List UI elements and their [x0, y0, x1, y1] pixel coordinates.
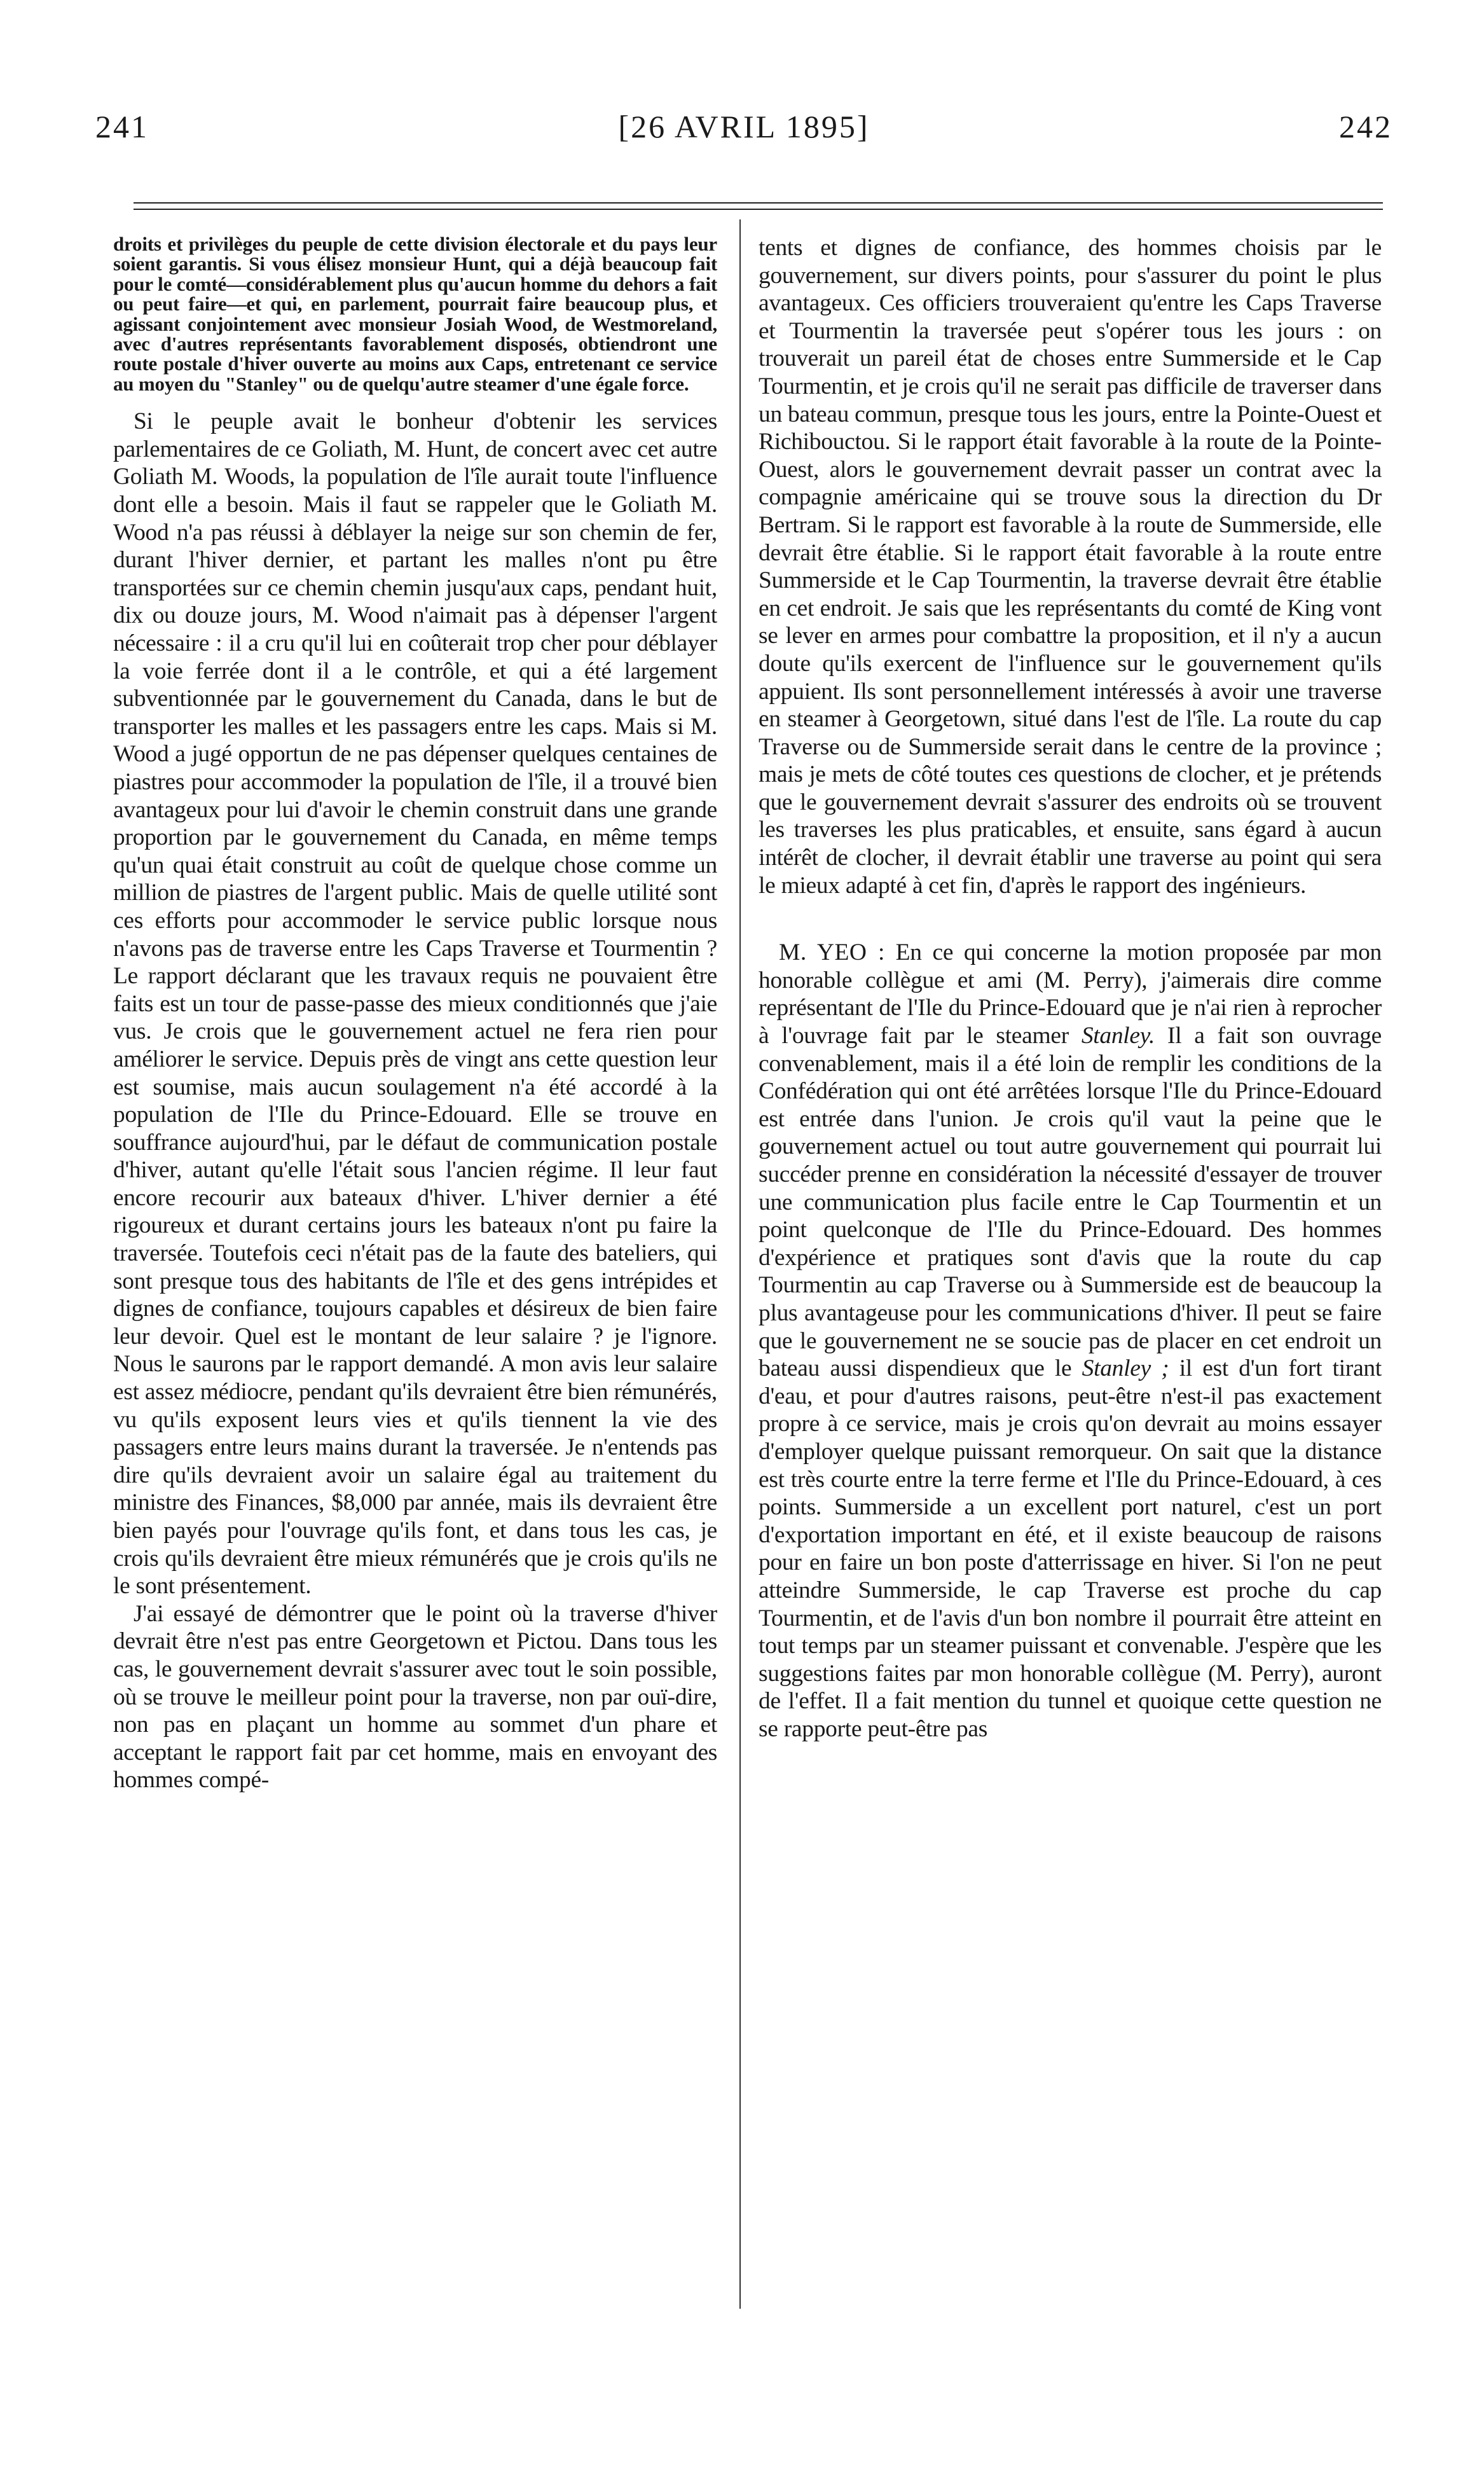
page-header: [95, 108, 1392, 165]
right-paragraph-1: tents et dignes de confiance, des hommes choisis par le gouvernement, sur divers points, pour s'assurer du point le plus avantageux. Ces officiers trouveraient qu'entre les Caps Traverse et Tourmentin la traversée peut s'opérer tous les jours : on trouverait un pareil état de choses entre Summerside et le Cap Tourmentin, et je crois qu'il ne serait pas difficile de traverser dans un bateau commun, presque tous les jours, entre la Pointe-Ouest et Richibouctou. Si le rapport était favorable à la route de la Pointe-Ouest, alors le gouvernement devrait passer un contrat avec la compagnie américaine qui se trouve sous la direction du Dr Bertram. Si le rapport est favorable à la route de Summerside, elle devrait être établie. Si le rapport était favorable à la route entre Summerside et le Cap Tourmentin, la traverse devrait être établie en cet endroit. Je sais que les représentants du comté de King vont se lever en armes pour combattre la proposition, et il n'y a aucun doute qu'ils exercent de l'influence sur le gouvernement qu'ils appuient. Ils sont personnellement intéressés à avoir une traverse en steamer à Georgetown, situé dans l'est de l'île. La route du cap Traverse ou de Summerside serait dans le centre de la province ; mais je mets de côté toutes ces questions de clocher, et je prétends que le gouvernement devrait s'assurer des endroits où se trouvent les traverses les plus praticables, et ensuite, sans égard à aucun intérêt de clocher, il devrait établir une traverse au point qui sera le mieux adapté à cet fin, d'après le rapport des ingénieurs.: [759, 235, 1382, 899]
left-page-number: 241: [95, 109, 149, 144]
speech-text-b: Il a fait son ouvrage convenablement, mais il a été loin de remplir les conditions de la Confédération qui ont été arrêtées lorsque l'Ile du Prince-Edouard est entrée dans l'union. Je crois qu'il vaut la peine que le gouvernement actuel ou tout autre gouvernement qui pourrait lui succéder prenne en considération la nécessité d'essayer de trouver une communication plus facile entre le Cap Tourmentin et un point quelconque de l'Ile du Prince-Edouard. Des hommes d'expérience et pratiques sont d'avis que la route du cap Tourmentin au cap Traverse ou à Summerside est de beaucoup la plus avantageuse pour les communications d'hiver. Il peut se faire que le gouvernement ne se soucie pas de placer en cet endroit un bateau aussi dispendieux que le: [759, 1023, 1382, 1382]
header-date: [26 AVRIL 1895]: [618, 109, 870, 144]
left-column: [113, 234, 717, 1794]
header-rule-top: [134, 202, 1383, 204]
left-paragraph-2: J'ai essayé de démontrer que le point où la traverse d'hiver devrait être n'est pas entre Georgetown et Pictou. Dans tous les cas, le gouvernement devrait s'assurer avec tout le soin possible, où se trouve le meilleur point pour la traverse, non par ouï-dire, non pas en plaçant un homme au sommet d'un phare et acceptant le rapport fait par cet homme, mais en envoyant des hommes compé-: [113, 1600, 717, 1794]
right-page-number: 242: [1339, 109, 1392, 144]
right-column: [759, 234, 1382, 1743]
yeo-speech: [759, 939, 1382, 1743]
ship-name: Stanley.: [1081, 1023, 1155, 1049]
speech-text-a: En ce qui concerne la motion proposée par mon honorable collègue et ami (M. Perry), j'aimerais dire comme représentant de l'Ile du Prince-Edouard que je n'ai rien à reprocher à l'ouvrage fait par le steamer: [759, 939, 1382, 1049]
speaker-name: M. YEO :: [779, 939, 885, 966]
header-rule-bottom: [134, 209, 1383, 210]
ship-name-2: Stanley ;: [1082, 1355, 1169, 1382]
quoted-paragraph: droits et privilèges du peuple de cette division électorale et du pays leur soient garantis. Si vous élisez monsieur Hunt, qui a déjà beaucoup fait pour le comté—considérablement plus qu'aucun homme du dehors a fait ou peut faire—et qui, en parlement, pourrait faire beaucoup plus, et agissant conjointement avec monsieur Josiah Wood, de Westmoreland, avec d'autres représentants favorablement disposés, obtiendront une route postale d'hiver ouverte au moins aux Caps, entretenant ce service au moyen du "Stanley" ou de quelqu'autre steamer d'une égale force.: [113, 233, 717, 395]
column-divider: [739, 219, 741, 2309]
left-paragraph-1: Si le peuple avait le bonheur d'obtenir les services parlementaires de ce Goliath, M. Hunt, de concert avec cet autre Goliath M. Woods, la population de l'île aurait toute l'influence dont elle a besoin. Mais il faut se rappeler que le Goliath M. Wood n'a pas réussi à déblayer la neige sur son chemin de fer, durant l'hiver dernier, et partant les malles n'ont pu être transportées sur ce chemin chemin jusqu'aux caps, pendant huit, dix ou douze jours, M. Wood n'aimait pas à dépenser l'argent nécessaire : il a cru qu'il lui en coûterait trop cher pour déblayer la voie ferrée dont il a le contrôle, et qui a été largement subventionnée par le gouvernement du Canada, dans le but de transporter les malles et les passagers entre les caps. Mais si M. Wood a jugé opportun de ne pas dépenser quelques centaines de piastres pour accommoder la population de l'île, il a trouvé bien avantageux pour lui d'avoir le chemin construit dans une grande proportion par le gouvernement du Canada, en même temps qu'un quai était construit au coût de quelque chose comme un million de piastres de l'argent public. Mais de quelle utilité sont ces efforts pour accommoder le service public lorsque nous n'avons pas de traverse entre les Caps Traverse et Tourmentin ? Le rapport déclarant que les travaux requis ne pouvaient être faits est un tour de passe-passe des mieux conditionnés que j'aie vus. Je crois que le gouvernement actuel ne fera rien pour améliorer le service. Depuis près de vingt ans cette question leur est soumise, mais aucun soulagement n'a été accordé à la population de l'Ile du Prince-Edouard. Elle se trouve en souffrance aujourd'hui, par le défaut de communication postale d'hiver, autant qu'elle l'était sous l'ancien régime. Il leur faut encore recourir aux bateaux d'hiver. L'hiver dernier a été rigoureux et durant certains jours les bateaux n'ont pu faire la traversée. Toutefois ceci n'était pas de la faute des bateliers, qui sont presque tous des habitants de l'île et des gens intrépides et dignes de confiance, toujours capables et désireux de bien faire leur devoir. Quel est le montant de leur salaire ? je l'ignore. Nous le saurons par le rapport demandé. A mon avis leur salaire est assez médiocre, pendant qu'ils devraient être bien rémunérés, vu qu'ils exposent leurs vies et qu'ils tiennent la vie des passagers entre leurs mains durant la traversée. Je n'entends pas dire qu'ils devraient avoir un salaire égal au traitement du ministre des Finances, $8,000 par année, mais ils devraient être bien payés pour l'ouvrage qu'ils font, et dans tous les cas, je crois qu'ils devraient être mieux rémunérés que je crois qu'ils ne le sont présentement.: [113, 408, 717, 1600]
speech-text-c: il est d'un fort tirant d'eau, et pour d'autres raisons, peut-être n'est-il pas exactement propre à ce service, mais je crois qu'on devrait au moins essayer d'employer quelque puissant remorqueur. On sait que la distance est très courte entre la terre ferme et l'Ile du Prince-Edouard, à ces points. Summerside a un excellent port naturel, c'est un port d'exportation important en été, et il existe beaucoup de raisons pour en faire un bon poste d'atterrissage en hiver. Si l'on ne peut atteindre Summerside, le cap Traverse est proche du cap Tourmentin, et de l'avis d'un bon nombre il pourrait être atteint en tout temps par un steamer puissant et convenable. J'espère que les suggestions faites par mon honorable collègue (M. Perry), auront de l'effet. Il a fait mention du tunnel et quoique cette question ne se rapporte peut-être pas: [759, 1355, 1382, 1742]
